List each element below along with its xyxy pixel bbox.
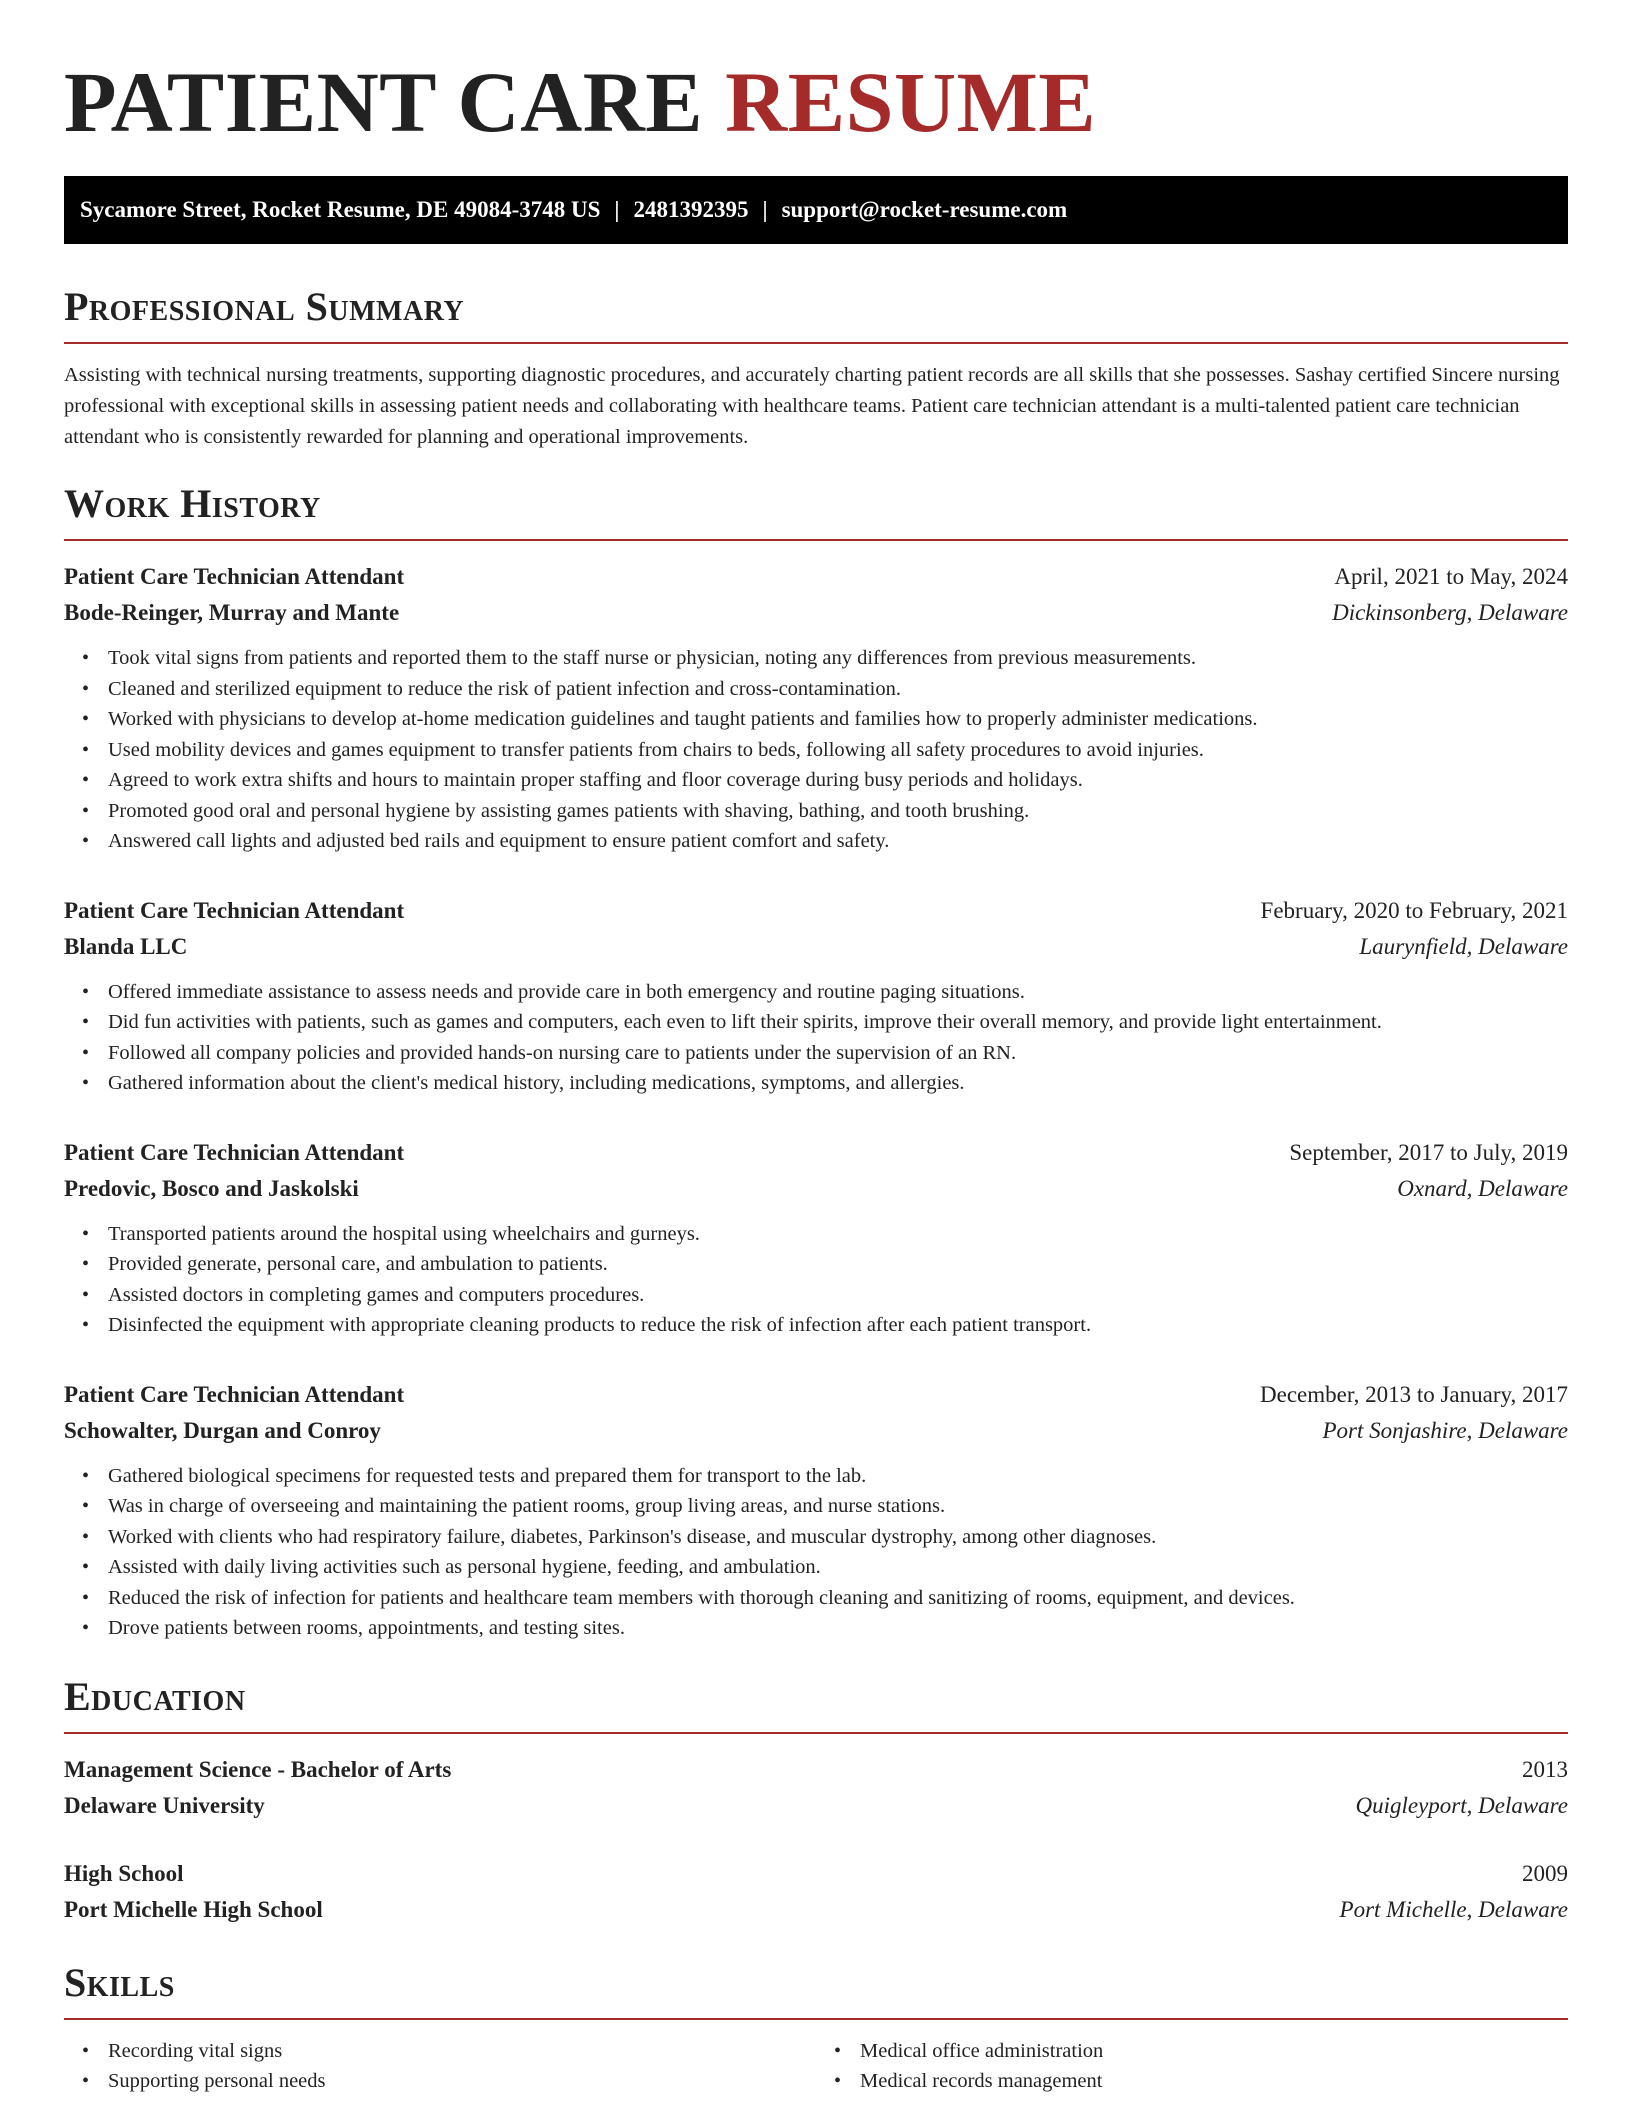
- contact-address: Sycamore Street, Rocket Resume, DE 49084-3748 US: [80, 197, 601, 222]
- job-duty: • Reduced the risk of infection for patients and healthcare team members with thorough cleaning and sanitizing of rooms, equipment, and devices.: [108, 1583, 1568, 1614]
- job-dates: February, 2020 to February, 2021: [1260, 897, 1568, 923]
- job-entry: [64, 559, 1568, 857]
- skill-item: • Supporting personal needs: [108, 2066, 816, 2097]
- job-company: Schowalter, Durgan and Conroy: [64, 1417, 381, 1443]
- job-duty: • Provided generate, personal care, and ambulation to patients.: [108, 1249, 1568, 1280]
- job-duty: • Gathered information about the client's medical history, including medications, symptoms, and allergies.: [108, 1068, 1568, 1099]
- job-company: Bode-Reinger, Murray and Mante: [64, 600, 400, 625]
- job-entry: [64, 893, 1568, 1099]
- job-duty: • Worked with clients who had respiratory failure, diabetes, Parkinson's disease, and muscular dystrophy, among other diagnoses.: [108, 1522, 1568, 1553]
- job-duties: [64, 643, 1568, 857]
- contact-bar: [64, 176, 1568, 244]
- contact-separator: |: [762, 197, 768, 222]
- contact-phone: 2481392395: [633, 197, 749, 222]
- skill-item: • Medical records management: [860, 2066, 1568, 2097]
- job-duty: • Drove patients between rooms, appointments, and testing sites.: [108, 1613, 1568, 1644]
- job-duty: • Promoted good oral and personal hygiene by assisting games patients with shaving, bathing, and tooth brushing.: [108, 796, 1568, 827]
- job-entry: [64, 1377, 1568, 1644]
- job-duty: • Transported patients around the hospital using wheelchairs and gurneys.: [108, 1219, 1568, 1250]
- section-divider: [64, 342, 1568, 344]
- section-divider: [64, 1732, 1568, 1734]
- skill-item: • Medical office administration: [860, 2036, 1568, 2067]
- education-entry: [64, 1752, 1568, 1824]
- job-dates: December, 2013 to January, 2017: [1260, 1381, 1568, 1407]
- job-duty: • Did fun activities with patients, such as games and computers, each even to lift their spirits, improve their overall memory, and provide light entertainment.: [108, 1007, 1568, 1038]
- job-title: Patient Care Technician Attendant: [64, 564, 405, 589]
- job-location: Dickinsonberg, Delaware: [1332, 600, 1568, 625]
- job-company: Blanda LLC: [64, 933, 188, 959]
- contact-separator: |: [614, 197, 620, 222]
- job-duty: • Followed all company policies and provided hands-on nursing care to patients under the supervision of an RN.: [108, 1038, 1568, 1069]
- job-title: Patient Care Technician Attendant: [64, 1139, 405, 1165]
- job-title: Patient Care Technician Attendant: [64, 1381, 405, 1407]
- education-degree: High School: [64, 1860, 184, 1886]
- skill-item: • Recording vital signs: [108, 2036, 816, 2067]
- skills-columns: [64, 2036, 1568, 2097]
- skills-list-left: [64, 2036, 816, 2097]
- job-duty: • Worked with physicians to develop at-home medication guidelines and taught patients and families how to properly administer medications.: [108, 704, 1568, 735]
- job-duty: • Disinfected the equipment with appropriate cleaning products to reduce the risk of infection after each patient transport.: [108, 1310, 1568, 1341]
- job-duty: • Assisted with daily living activities such as personal hygiene, feeding, and ambulation.: [108, 1552, 1568, 1583]
- section-heading: Professional Summary: [64, 284, 465, 329]
- skills-list-right: [816, 2036, 1568, 2097]
- resume-title: [64, 0, 1568, 152]
- title-main: PATIENT CARE: [64, 54, 704, 150]
- job-entry: [64, 1135, 1568, 1341]
- education-section: [64, 1672, 1568, 1928]
- work-history-section: [64, 479, 1568, 1644]
- job-location: Port Sonjashire, Delaware: [1322, 1417, 1568, 1443]
- job-location: Oxnard, Delaware: [1397, 1175, 1568, 1201]
- contact-email: support@rocket-resume.com: [781, 197, 1068, 222]
- job-duty: • Answered call lights and adjusted bed rails and equipment to ensure patient comfort and safety.: [108, 826, 1568, 857]
- job-location: Laurynfield, Delaware: [1359, 933, 1568, 959]
- title-accent: RESUME: [725, 54, 1097, 150]
- job-duty: • Cleaned and sterilized equipment to reduce the risk of patient infection and cross-contamination.: [108, 674, 1568, 705]
- education-location: Port Michelle, Delaware: [1339, 1896, 1568, 1922]
- professional-summary-section: [64, 282, 1568, 453]
- job-duties: [64, 1461, 1568, 1644]
- job-duty: • Used mobility devices and games equipment to transfer patients from chairs to beds, following all safety procedures to avoid injuries.: [108, 735, 1568, 766]
- job-duty: • Assisted doctors in completing games and computers procedures.: [108, 1280, 1568, 1311]
- job-duty: • Gathered biological specimens for requested tests and prepared them for transport to the lab.: [108, 1461, 1568, 1492]
- job-duty: • Was in charge of overseeing and maintaining the patient rooms, group living areas, and nurse stations.: [108, 1491, 1568, 1522]
- skills-section: [64, 1958, 1568, 2097]
- job-dates: April, 2021 to May, 2024: [1334, 564, 1568, 589]
- section-heading: Work History: [64, 481, 321, 526]
- section-heading: Education: [64, 1673, 246, 1719]
- job-dates: September, 2017 to July, 2019: [1289, 1139, 1568, 1165]
- section-divider: [64, 2018, 1568, 2020]
- job-duties: [64, 977, 1568, 1099]
- job-duty: • Offered immediate assistance to assess needs and provide care in both emergency and routine paging situations.: [108, 977, 1568, 1008]
- education-school: Port Michelle High School: [64, 1896, 323, 1922]
- section-heading: Skills: [64, 1959, 175, 2005]
- education-entry: [64, 1856, 1568, 1928]
- education-school: Delaware University: [64, 1792, 265, 1818]
- job-duties: [64, 1219, 1568, 1341]
- summary-text: Assisting with technical nursing treatments, supporting diagnostic procedures, and accurately charting patient records are all skills that she possesses. Sashay certified Sincere nursing professional with exceptional skills in assessing patient needs and collaborating with healthcare teams. Patient care technician attendant is a multi-talented patient care technician attendant who is consistently rewarded for planning and operational improvements.: [64, 364, 1560, 448]
- section-divider: [64, 539, 1568, 541]
- education-location: Quigleyport, Delaware: [1355, 1792, 1568, 1818]
- job-duty: • Took vital signs from patients and reported them to the staff nurse or physician, noting any differences from previous measurements.: [108, 643, 1568, 674]
- education-year: 2009: [1522, 1860, 1568, 1886]
- job-title: Patient Care Technician Attendant: [64, 897, 405, 923]
- job-duty: • Agreed to work extra shifts and hours to maintain proper staffing and floor coverage during busy periods and holidays.: [108, 765, 1568, 796]
- education-degree: Management Science - Bachelor of Arts: [64, 1756, 452, 1782]
- education-year: 2013: [1522, 1756, 1568, 1782]
- job-company: Predovic, Bosco and Jaskolski: [64, 1175, 359, 1201]
